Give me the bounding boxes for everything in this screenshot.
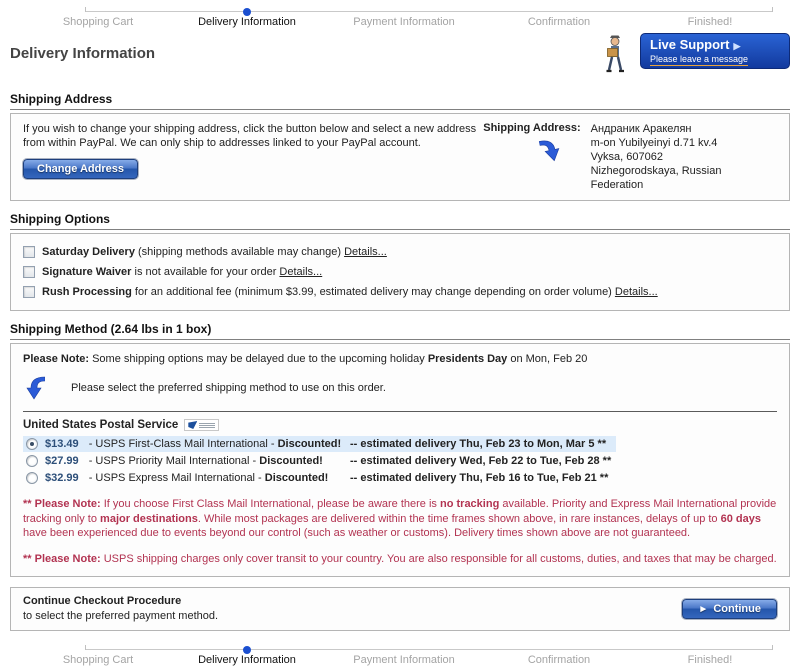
step-shopping-cart[interactable]: Shopping Cart — [62, 654, 134, 666]
progress-dot-icon — [243, 8, 251, 16]
details-link[interactable]: Details... — [344, 246, 387, 258]
option-signature-waiver[interactable] — [23, 262, 777, 282]
progress-line — [85, 649, 773, 650]
shipping-method-box — [10, 343, 790, 577]
customs-warning-note: ** Please Note: USPS shipping charges only cover transit to your country. You are also responsible for all customs, duties, and taxes that may be charged. — [23, 552, 777, 565]
step-confirmation[interactable]: Confirmation — [527, 654, 591, 666]
support-agent-photo — [755, 34, 789, 68]
page-title: Delivery Information — [10, 45, 156, 62]
curved-arrow-icon — [541, 138, 563, 165]
shipping-address-label: Shipping Address: — [483, 122, 581, 134]
banner-arrow-icon: ▶ — [733, 41, 741, 51]
mailman-icon — [602, 35, 628, 80]
shipping-options-header: Shipping Options — [10, 212, 790, 230]
step-finished[interactable]: Finished! — [687, 16, 733, 28]
option-label: Signature Waiver is not available for your order Details... — [42, 266, 323, 278]
method-label: $27.99 - USPS Priority Mail International - Discounted! — [45, 455, 323, 467]
progress-tick-left — [85, 645, 86, 650]
first-class-radio[interactable] — [26, 438, 38, 450]
shipping-options-box — [10, 233, 790, 311]
checkout-progress-top — [10, 3, 790, 29]
method-priority[interactable] — [23, 453, 621, 469]
details-link[interactable]: Details... — [614, 286, 658, 298]
continue-section — [10, 587, 790, 631]
shipping-address-box — [10, 113, 790, 201]
signature-waiver-checkbox[interactable] — [23, 266, 35, 278]
continue-title: Continue Checkout Procedure — [23, 595, 182, 607]
step-payment-information[interactable]: Payment Information — [353, 16, 455, 28]
step-payment-information[interactable]: Payment Information — [353, 654, 455, 666]
step-delivery-information[interactable]: Delivery Information — [198, 16, 296, 28]
method-delivery-estimate: -- estimated delivery Thu, Feb 16 to Tue, Feb 21 ** — [350, 472, 609, 484]
method-label: $32.99 - USPS Express Mail International - Discounted! — [45, 472, 329, 484]
progress-dot-icon — [243, 646, 251, 654]
option-label: Saturday Delivery (shipping methods available may change) Details... — [42, 246, 387, 258]
address-line: Nizhegorodskaya, Russian Federation — [590, 165, 722, 191]
continue-arrow-icon: ► — [698, 603, 709, 615]
live-support-subtitle: Please leave a message — [650, 54, 749, 64]
method-delivery-estimate: -- estimated delivery Wed, Feb 22 to Tue, Feb 28 ** — [350, 455, 612, 467]
shipping-address-info-text: If you wish to change your shipping address, click the button below and select a new address from within PayPal. We can only ship to addresses linked to your PayPal account. — [23, 123, 477, 149]
usps-eagle-icon — [188, 421, 197, 429]
shipping-address-header: Shipping Address — [10, 92, 790, 110]
divider — [23, 411, 777, 412]
option-saturday-delivery[interactable] — [23, 242, 777, 262]
step-shopping-cart[interactable]: Shopping Cart — [62, 16, 134, 28]
step-delivery-information[interactable]: Delivery Information — [198, 654, 296, 666]
carrier-name: United States Postal Service — [23, 419, 179, 431]
usps-logo — [184, 419, 219, 431]
shipping-address-value — [591, 122, 771, 192]
option-rush-processing[interactable] — [23, 282, 777, 302]
method-delivery-estimate: -- estimated delivery Thu, Feb 23 to Mon, Mar 5 ** — [350, 438, 607, 450]
curved-arrow-icon — [23, 376, 45, 403]
shipping-method-header: Shipping Method (2.64 lbs in 1 box) — [10, 322, 790, 340]
method-express[interactable] — [23, 470, 618, 486]
live-support-title: Live Support — [650, 37, 730, 52]
live-support-banner[interactable] — [640, 33, 790, 69]
address-line: Vyksa, 607062 — [590, 151, 663, 163]
tracking-warning-note: ** Please Note: If you choose First Class Mail International, please be aware there is no tracking available. Priority and Express Mail International provide tracking only to major destinations. While most packages are delivered within the time frames shown above, in rare instances, delays of up to 60 days have been experienced due to events beyond our control (such as weather or customs). Delivery times shown above are not guaranteed. — [23, 498, 777, 539]
method-first-class[interactable] — [23, 436, 616, 452]
option-label: Rush Processing for an additional fee (minimum $3.99, estimated delivery may change depending on order volume) Details... — [42, 286, 658, 298]
express-radio[interactable] — [26, 472, 38, 484]
usps-logo-lines — [199, 423, 215, 428]
change-address-button[interactable]: Change Address — [23, 159, 138, 179]
holiday-note: Please Note: Some shipping options may be delayed due to the upcoming holiday Presidents Day on Mon, Feb 20 — [23, 353, 588, 365]
rush-processing-checkbox[interactable] — [23, 286, 35, 298]
saturday-delivery-checkbox[interactable] — [23, 246, 35, 258]
progress-tick-left — [85, 7, 86, 12]
progress-tick-right — [772, 645, 773, 650]
continue-button-label: Continue — [713, 603, 761, 615]
details-link[interactable]: Details... — [279, 266, 323, 278]
progress-tick-right — [772, 7, 773, 12]
progress-line — [85, 11, 773, 12]
step-confirmation[interactable]: Confirmation — [527, 16, 591, 28]
address-line: Андраник Аракелян — [590, 123, 692, 135]
priority-radio[interactable] — [26, 455, 38, 467]
continue-button[interactable] — [682, 599, 777, 619]
step-finished[interactable]: Finished! — [687, 654, 733, 666]
method-label: $13.49 - USPS First-Class Mail International - Discounted! — [45, 438, 342, 450]
select-method-prompt: Please select the preferred shipping method to use on this order. — [71, 381, 386, 394]
continue-subtitle: to select the preferred payment method. — [23, 610, 219, 622]
address-line: m-on Yubilyeinyi d.71 kv.4 — [590, 137, 718, 149]
checkout-progress-bottom — [10, 641, 790, 667]
